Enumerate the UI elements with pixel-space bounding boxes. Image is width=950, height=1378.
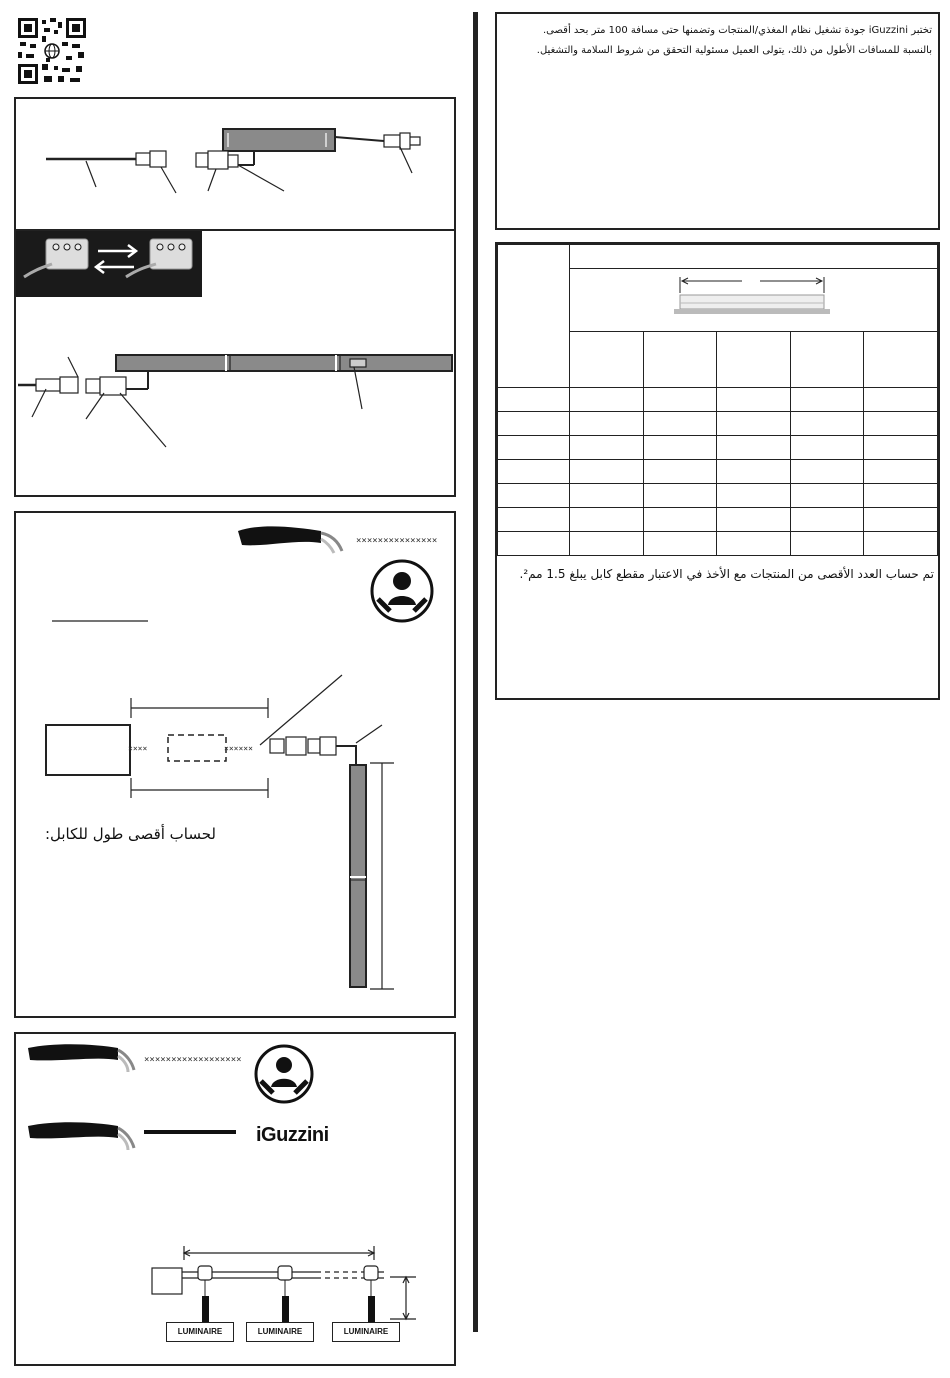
wiring-panel bbox=[14, 1032, 456, 1366]
product-length-figure bbox=[570, 269, 937, 327]
connector-diagram bbox=[16, 99, 454, 495]
cable-length-panel bbox=[14, 511, 456, 1018]
max-products-table bbox=[497, 244, 938, 556]
brand-logo: iGuzzini bbox=[256, 1124, 329, 1146]
cable-length-heading: لحساب أقصى طول للكابل: bbox=[44, 825, 216, 843]
feeder-note-box bbox=[495, 12, 940, 230]
luminaire-label: LUMINAIRE bbox=[166, 1322, 234, 1342]
luminaire-label: LUMINAIRE bbox=[332, 1322, 400, 1342]
feeder-note-line2: بالنسبة للمسافات الأطول من ذلك، يتولى العميل مسئولية التحقق من شروط السلامة والتشغيل. bbox=[536, 45, 932, 56]
installer-icon bbox=[372, 561, 432, 621]
svg-text:×××××××××××××××: ××××××××××××××× bbox=[356, 536, 438, 546]
column-divider bbox=[473, 12, 478, 1332]
feeder-note-line1: تختبر iGuzzini جودة تشغيل نظام المغذي/المنتجات وتضمنها حتى مسافة 100 متر بحد أقصى. bbox=[542, 25, 932, 36]
connection-diagram-panel bbox=[14, 97, 456, 497]
product-figure-cell bbox=[570, 269, 938, 332]
cable-length-diagram bbox=[16, 513, 454, 1016]
svg-text:××××××: ×××××× bbox=[224, 744, 253, 753]
max-products-box bbox=[495, 242, 940, 700]
installer-icon bbox=[256, 1046, 312, 1102]
table-header-cell bbox=[570, 245, 938, 269]
luminaire-label: LUMINAIRE bbox=[246, 1322, 314, 1342]
max-products-note: تم حساب العدد الأقصى من المنتجات مع الأخذ في الاعتبار مقطع كابل يبلغ 1.5 مم². bbox=[519, 567, 934, 581]
svg-text:××××: ×××× bbox=[128, 744, 148, 753]
svg-text:××××××××××××××××××: ×××××××××××××××××× bbox=[144, 1055, 242, 1065]
qr-code[interactable] bbox=[18, 18, 86, 84]
wiring-diagram bbox=[16, 1034, 454, 1364]
table-corner-cell bbox=[498, 245, 570, 388]
